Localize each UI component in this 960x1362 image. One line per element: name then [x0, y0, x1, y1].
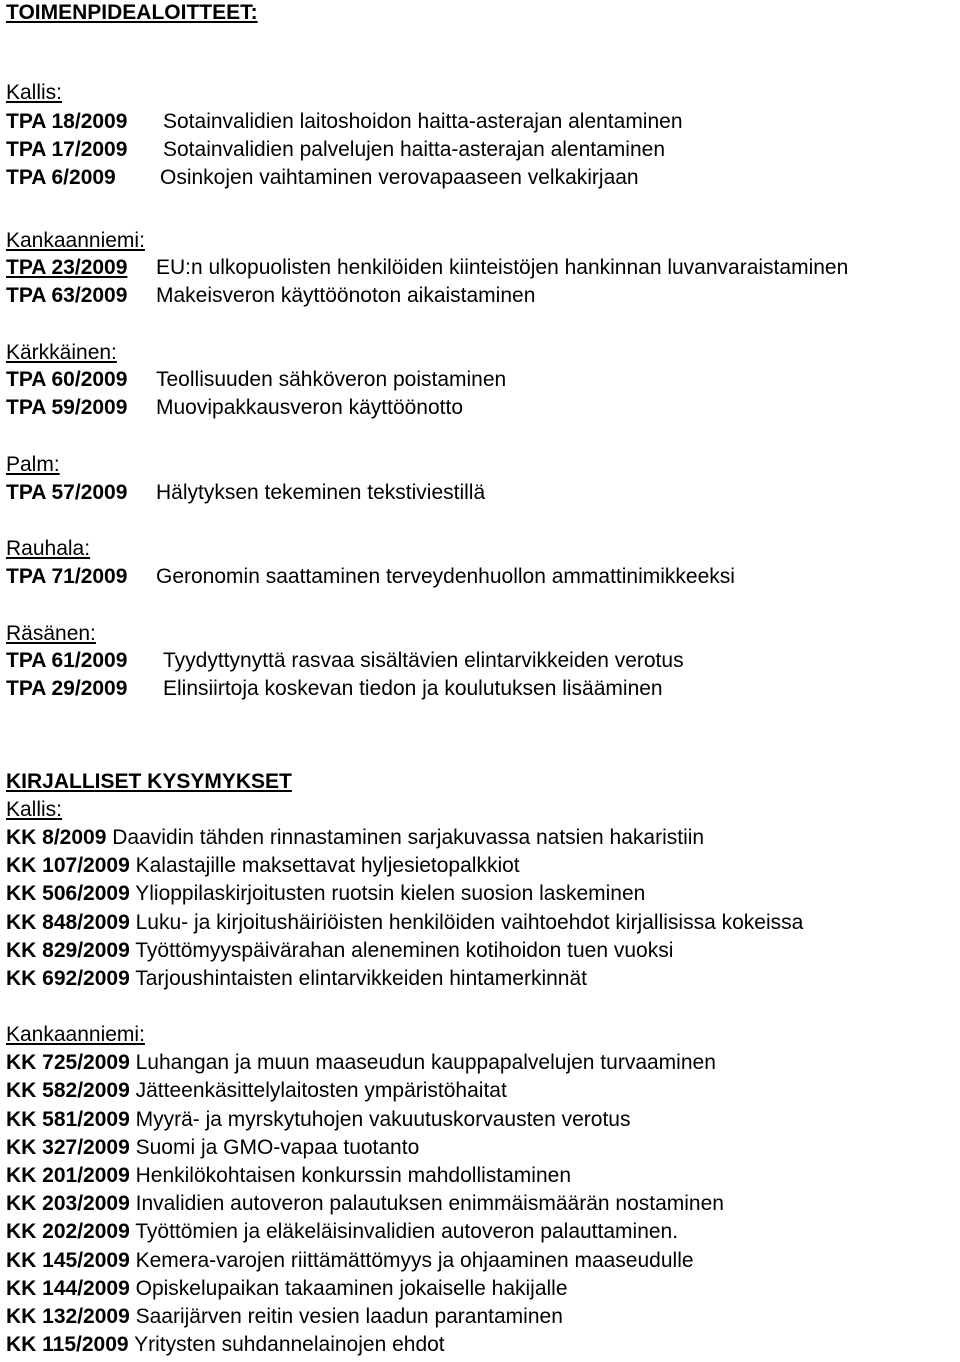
kk-code: KK 327/2009 [6, 1136, 130, 1159]
tpa-text: Tyydyttynyttä rasvaa sisältävien elintarvikkeiden verotus [163, 649, 684, 672]
tpa-entry [6, 255, 848, 281]
kk-entry [6, 1248, 694, 1274]
tpa-code: TPA 17/2009 [6, 138, 128, 161]
kk-entry [6, 1163, 571, 1189]
tpa-code: TPA 61/2009 [6, 649, 128, 672]
kk-entry [6, 1332, 445, 1358]
tpa-text: EU:n ulkopuolisten henkilöiden kiinteistöjen hankinnan luvanvaraistaminen [156, 256, 849, 279]
kk-code: KK 8/2009 [6, 826, 107, 849]
kk-text: Luku- ja kirjoitushäiriöisten henkilöiden vaihtoehdot kirjallisissa kokeissa [135, 911, 804, 934]
tpa-code: TPA 6/2009 [6, 166, 116, 189]
kk-entry [6, 1276, 568, 1302]
kk-code: KK 115/2009 [6, 1333, 129, 1356]
tpa-entry [6, 109, 683, 135]
tpa-text: Teollisuuden sähköveron poistaminen [156, 368, 507, 391]
tpa-code: TPA 63/2009 [6, 284, 128, 307]
kk-code: KK 132/2009 [6, 1305, 130, 1328]
kk-entry [6, 1135, 419, 1161]
kk-code: KK 203/2009 [6, 1192, 130, 1215]
kk-text: Luhangan ja muun maaseudun kauppapalvelujen turvaaminen [135, 1051, 716, 1074]
tpa-code: TPA 18/2009 [6, 110, 128, 133]
kk-code: KK 848/2009 [6, 911, 130, 934]
tpa-text: Hälytyksen tekeminen tekstiviestillä [156, 481, 486, 504]
tpa-group-rauhala-person: Rauhala: [6, 537, 91, 560]
kk-text: Työttömien ja eläkeläisinvalidien autoveron palauttaminen. [135, 1220, 679, 1243]
kk-entry [6, 853, 520, 879]
tpa-code: TPA 29/2009 [6, 677, 128, 700]
tpa-text: Muovipakkausveron käyttöönotto [156, 396, 464, 419]
kk-entry [6, 910, 803, 936]
kk-text: Kemera-varojen riittämättömyys ja ohjaaminen maaseudulle [135, 1249, 694, 1272]
kk-section-title: KIRJALLISET KYSYMYKSET [6, 770, 292, 793]
kk-entry [6, 1304, 563, 1330]
kk-text: Yritysten suhdannelainojen ehdot [134, 1333, 445, 1356]
kk-code: KK 725/2009 [6, 1051, 130, 1074]
kk-code: KK 581/2009 [6, 1108, 130, 1131]
tpa-text: Elinsiirtoja koskevan tiedon ja koulutuksen lisääminen [163, 677, 663, 700]
tpa-text: Makeisveron käyttöönoton aikaistaminen [156, 284, 536, 307]
kk-group-kallis-person: Kallis: [6, 798, 63, 821]
kk-entry [6, 966, 587, 992]
tpa-code: TPA 23/2009 [6, 256, 128, 279]
kk-code: KK 582/2009 [6, 1079, 130, 1102]
tpa-group-rasanen-person: Räsänen: [6, 622, 96, 645]
kk-entry [6, 1107, 630, 1133]
tpa-group-karkkainen-person: Kärkkäinen: [6, 341, 117, 364]
kk-text: Kalastajille maksettavat hyljesietopalkkiot [135, 854, 520, 877]
kk-text: Henkilökohtaisen konkurssin mahdollistaminen [135, 1164, 572, 1187]
kk-text: Daavidin tähden rinnastaminen sarjakuvassa natsien hakaristiin [112, 826, 705, 849]
kk-text: Tarjoushintaisten elintarvikkeiden hintamerkinnät [135, 967, 587, 990]
kk-text: Saarijärven reitin vesien laadun parantaminen [135, 1305, 563, 1328]
kk-code: KK 107/2009 [6, 854, 130, 877]
tpa-entry [6, 676, 663, 702]
tpa-code: TPA 71/2009 [6, 565, 128, 588]
kk-entry [6, 1078, 507, 1104]
kk-entry [6, 938, 673, 964]
kk-code: KK 144/2009 [6, 1277, 130, 1300]
kk-code: KK 201/2009 [6, 1164, 130, 1187]
kk-code: KK 506/2009 [6, 882, 130, 905]
tpa-entry [6, 137, 665, 163]
tpa-code: TPA 57/2009 [6, 481, 128, 504]
kk-code: KK 145/2009 [6, 1249, 130, 1272]
tpa-entry [6, 564, 735, 590]
tpa-entry [6, 165, 639, 191]
kk-code: KK 829/2009 [6, 939, 130, 962]
tpa-text: Sotainvalidien laitoshoidon haitta-asterajan alentaminen [163, 110, 683, 133]
tpa-entry [6, 283, 535, 309]
kk-code: KK 202/2009 [6, 1220, 130, 1243]
tpa-group-kallis-person: Kallis: [6, 81, 63, 104]
tpa-entry [6, 367, 506, 393]
tpa-entry [6, 648, 684, 674]
kk-code: KK 692/2009 [6, 967, 130, 990]
tpa-code: TPA 59/2009 [6, 396, 128, 419]
page-title: TOIMENPIDEALOITTEET: [6, 1, 258, 24]
kk-text: Jätteenkäsittelylaitosten ympäristöhaitat [135, 1079, 507, 1102]
kk-entry [6, 1050, 716, 1076]
kk-entry [6, 1191, 724, 1217]
kk-text: Työttömyyspäivärahan aleneminen kotihoidon tuen vuoksi [135, 939, 674, 962]
tpa-text: Osinkojen vaihtaminen verovapaaseen velkakirjaan [160, 166, 639, 189]
kk-group-kankaanniemi-person: Kankaanniemi: [6, 1023, 145, 1046]
kk-text: Suomi ja GMO-vapaa tuotanto [135, 1136, 420, 1159]
tpa-entry [6, 395, 463, 421]
tpa-group-kankaanniemi-person: Kankaanniemi: [6, 229, 145, 252]
kk-entry [6, 825, 704, 851]
kk-text: Invalidien autoveron palautuksen enimmäismäärän nostaminen [135, 1192, 724, 1215]
tpa-entry [6, 480, 485, 506]
tpa-group-palm-person: Palm: [6, 453, 60, 476]
tpa-text: Geronomin saattaminen terveydenhuollon ammattinimikkeeksi [156, 565, 735, 588]
kk-entry [6, 881, 645, 907]
tpa-text: Sotainvalidien palvelujen haitta-asterajan alentaminen [163, 138, 666, 161]
kk-entry [6, 1219, 678, 1245]
kk-text: Myyrä- ja myrskytuhojen vakuutuskorvausten verotus [135, 1108, 631, 1131]
kk-text: Ylioppilaskirjoitusten ruotsin kielen suosion laskeminen [135, 882, 646, 905]
tpa-code: TPA 60/2009 [6, 368, 128, 391]
kk-text: Opiskelupaikan takaaminen jokaiselle hakijalle [135, 1277, 568, 1300]
